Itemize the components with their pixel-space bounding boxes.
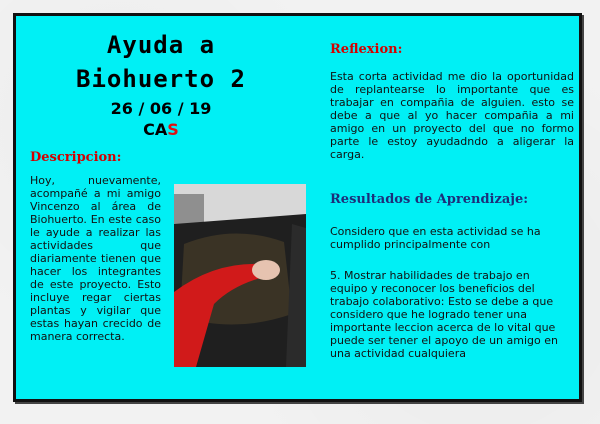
- reflexion-text: Esta corta actividad me dio la oportunidad de replantearse lo importante que es trabajar en compañia de alguien. esto se debe a que al yo hacer compañia a mi amigo en un proyecto del que no formo parte le estoy ayudadndo a aligerar la carga.: [330, 70, 574, 161]
- cas-prefix: CA: [143, 120, 168, 139]
- activity-date: 26 / 06 / 19: [110, 99, 212, 118]
- descripcion-text: Hoy, nuevamente, acompañé a mi amigo Vincenzo al área de Biohuerto. En este caso le ayude a realizar las actividades que diariamente tienen que hacer los integrantes de este proyecto. Esto incluye regar ciertas plantas y vigilar que estas hayan crecido de manera correcta.: [30, 174, 161, 343]
- cas-label: [36, 120, 286, 140]
- title-block: [36, 28, 286, 140]
- descripcion-heading: Descripcion:: [30, 150, 122, 165]
- poster-card: [13, 13, 582, 402]
- photo-illustration: [174, 184, 306, 367]
- resultados-text: 5. Mostrar habilidades de trabajo en equipo y reconocer los beneficios del trabajo colaborativo: Esto se debe a que considero que he logrado tener una importante leccion acerca de lo vital que puede ser tener el apoyo de un amigo en una actividad cualquiera: [330, 269, 558, 360]
- photo-hand: [252, 260, 280, 280]
- reflexion-heading: Reflexion:: [330, 42, 403, 57]
- activity-photo: [174, 184, 306, 367]
- cas-accent-letter: S: [167, 120, 179, 139]
- resultados-heading: Resultados de Aprendizaje:: [330, 192, 529, 207]
- title-line-2: Biohuerto 2: [76, 65, 246, 93]
- resultados-intro: Considero que en esta actividad se ha cumplido principalmente con: [330, 225, 541, 251]
- title-line-1: Ayuda a: [106, 31, 216, 59]
